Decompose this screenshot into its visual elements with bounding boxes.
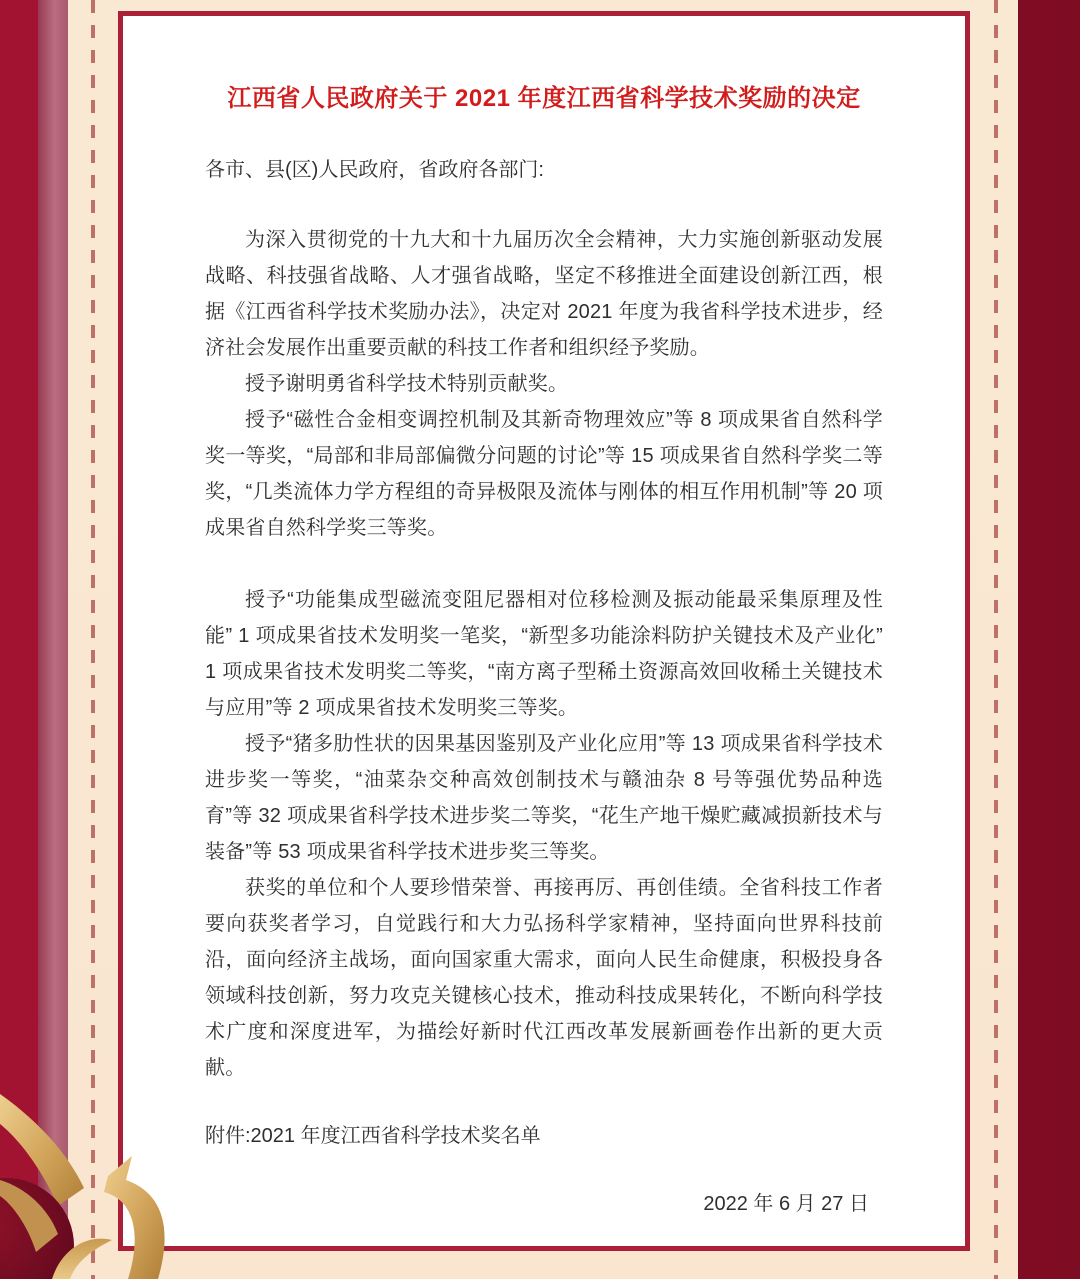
document-title: 江西省人民政府关于 2021 年度江西省科学技术奖励的决定 <box>227 85 861 112</box>
document-card <box>118 11 970 1251</box>
body-paragraph: 获奖的单位和个人要珍惜荣誉、再接再厉、再创佳绩。全省科技工作者要向获奖者学习，自觉践行和大力弘扬科学家精神，坚持面向世界科技前沿，面向经济主战场，面向国家重大需求，面向人民生命健康，积极投身各领域科技创新，努力攻克关键核心技术，推动科技成果转化，不断向科学技术广度和深度进军，为描绘好新时代江西改革发展新画卷作出新的更大贡献。 <box>205 877 883 1079</box>
dashed-border-left <box>91 0 95 1279</box>
body-paragraph: 授予“功能集成型磁流变阻尼器相对位移检测及振动能最采集原理及性能” 1 项成果省技术发明奖一笔奖，“新型多功能涂料防护关键技术及产业化” 1 项成果省技术发明奖二等奖，“南方离子型稀土资源高效回收稀土关键技术与应用”等 2 项成果省技术发明奖三等奖。 <box>205 589 883 719</box>
body-paragraph: 授予“磁性合金相变调控机制及其新奇物理效应”等 8 项成果省自然科学奖一等奖，“局部和非局部偏微分问题的讨论”等 15 项成果省自然科学奖二等奖，“几类流体力学方程组的奇异极限及流体与刚体的相互作用机制”等 20 项成果省自然科学奖三等奖。 <box>205 409 883 539</box>
salutation-line: 各市、县(区)人民政府，省政府各部门: <box>205 159 544 181</box>
dashed-border-right <box>994 0 998 1279</box>
attachment-line: 附件:2021 年度江西省科学技术奖名单 <box>205 1125 541 1147</box>
body-paragraph: 为深入贯彻党的十九大和十九届历次全会精神，大力实施创新驱动发展战略、科技强省战略、人才强省战略，坚定不移推进全面建设创新江西，根据《江西省科学技术奖励办法》，决定对 2021 年度为我省科学技术进步，经济社会发展作出重要贡献的科技工作者和组织经予奖励。 <box>205 229 883 359</box>
date-line: 2022 年 6 月 27 日 <box>703 1193 869 1215</box>
page-fold-strip <box>38 0 68 1279</box>
body-paragraph: 授予“猪多肋性状的因果基因鉴别及产业化应用”等 13 项成果省科学技术进步奖一等奖，“油菜杂交种高效创制技术与赣油杂 8 号等强优势品种选育”等 32 项成果省科学技术进步奖二等奖，“花生产地干燥贮藏减损新技术与装备”等 53 项成果省科学技术进步奖三等奖。 <box>205 733 883 863</box>
body-paragraph: 授予谢明勇省科学技术特别贡献奖。 <box>245 373 569 395</box>
